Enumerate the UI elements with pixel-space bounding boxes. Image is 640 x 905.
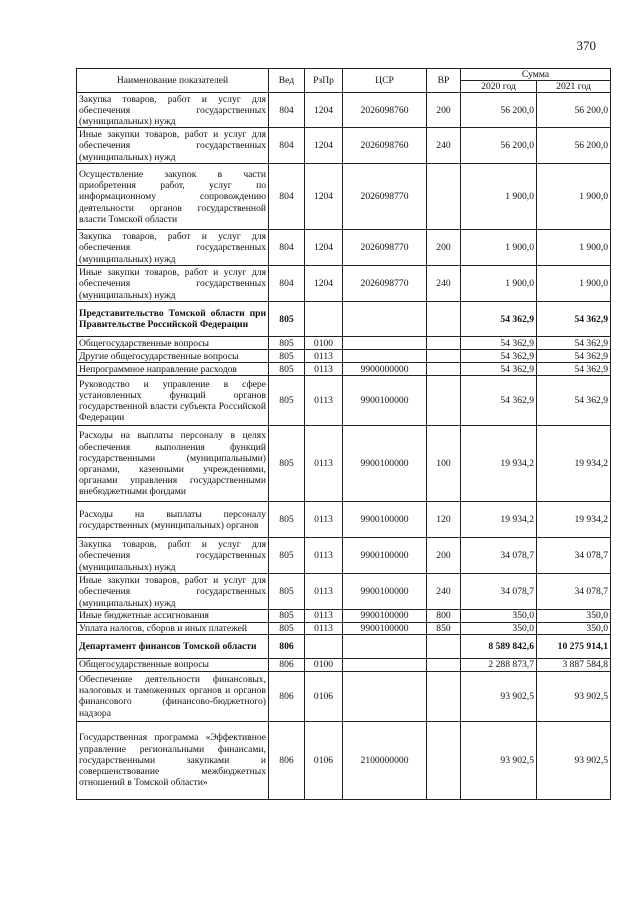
row-name-cell: Иные закупки товаров, работ и услуг для обеспечения государственных (муниципальных) нужд bbox=[77, 128, 269, 164]
row-sum-2021-cell: 54 362,9 bbox=[537, 363, 611, 376]
row-rzpr-cell: 0113 bbox=[305, 376, 343, 426]
row-sum-2021-cell: 56 200,0 bbox=[537, 128, 611, 164]
row-ved-cell: 805 bbox=[269, 622, 305, 634]
row-ved-cell: 806 bbox=[269, 658, 305, 671]
page-number: 370 bbox=[576, 38, 596, 53]
row-sum-2020-cell: 54 362,9 bbox=[461, 363, 537, 376]
row-sum-2020-cell: 2 288 873,7 bbox=[461, 658, 537, 671]
row-sum-2020-cell: 34 078,7 bbox=[461, 574, 537, 610]
table-row bbox=[77, 634, 611, 658]
row-rzpr-cell: 0113 bbox=[305, 350, 343, 363]
row-sum-2021-cell: 1 900,0 bbox=[537, 164, 611, 230]
row-ved-cell: 805 bbox=[269, 302, 305, 337]
row-sum-2021-cell: 54 362,9 bbox=[537, 376, 611, 426]
row-name-cell: Непрограммное направление расходов bbox=[77, 363, 269, 376]
row-vr-cell: 240 bbox=[427, 128, 461, 164]
header-year-2021: 2021 год bbox=[537, 81, 611, 93]
row-name-cell: Общегосударственные вопросы bbox=[77, 337, 269, 350]
table-row bbox=[77, 622, 611, 634]
row-sum-2021-cell: 34 078,7 bbox=[537, 538, 611, 574]
header-ved: Вед bbox=[269, 69, 305, 93]
row-sum-2020-cell: 34 078,7 bbox=[461, 538, 537, 574]
row-csr-cell: 9900100000 bbox=[343, 538, 427, 574]
row-rzpr-cell: 1204 bbox=[305, 266, 343, 302]
row-sum-2021-cell: 93 902,5 bbox=[537, 671, 611, 721]
row-ved-cell: 805 bbox=[269, 363, 305, 376]
row-ved-cell: 805 bbox=[269, 426, 305, 502]
row-sum-2021-cell: 54 362,9 bbox=[537, 350, 611, 363]
row-vr-cell: 100 bbox=[427, 426, 461, 502]
row-ved-cell: 804 bbox=[269, 230, 305, 266]
row-csr-cell: 9900100000 bbox=[343, 574, 427, 610]
table-row bbox=[77, 610, 611, 622]
header-vr: ВР bbox=[427, 69, 461, 93]
row-sum-2021-cell: 56 200,0 bbox=[537, 93, 611, 128]
table-row bbox=[77, 671, 611, 721]
row-sum-2020-cell: 1 900,0 bbox=[461, 164, 537, 230]
row-sum-2020-cell: 350,0 bbox=[461, 622, 537, 634]
row-sum-2020-cell: 1 900,0 bbox=[461, 230, 537, 266]
row-name-cell: Другие общегосударственные вопросы bbox=[77, 350, 269, 363]
row-ved-cell: 805 bbox=[269, 538, 305, 574]
row-ved-cell: 806 bbox=[269, 634, 305, 658]
row-sum-2020-cell: 19 934,2 bbox=[461, 426, 537, 502]
row-ved-cell: 805 bbox=[269, 502, 305, 538]
row-vr-cell bbox=[427, 376, 461, 426]
row-ved-cell: 805 bbox=[269, 376, 305, 426]
row-sum-2021-cell: 1 900,0 bbox=[537, 230, 611, 266]
table-row bbox=[77, 502, 611, 538]
row-sum-2020-cell: 1 900,0 bbox=[461, 266, 537, 302]
row-ved-cell: 804 bbox=[269, 128, 305, 164]
row-sum-2021-cell: 350,0 bbox=[537, 622, 611, 634]
row-rzpr-cell: 0113 bbox=[305, 574, 343, 610]
row-csr-cell: 2026098760 bbox=[343, 93, 427, 128]
row-csr-cell: 2026098770 bbox=[343, 230, 427, 266]
row-name-cell: Общегосударственные вопросы bbox=[77, 658, 269, 671]
row-csr-cell: 2026098770 bbox=[343, 164, 427, 230]
row-sum-2020-cell: 56 200,0 bbox=[461, 128, 537, 164]
row-sum-2020-cell: 93 902,5 bbox=[461, 671, 537, 721]
row-csr-cell: 9900000000 bbox=[343, 363, 427, 376]
row-name-cell: Закупка товаров, работ и услуг для обеспечения государственных (муниципальных) нужд bbox=[77, 230, 269, 266]
row-vr-cell bbox=[427, 164, 461, 230]
budget-table bbox=[76, 68, 611, 800]
row-ved-cell: 804 bbox=[269, 93, 305, 128]
row-vr-cell bbox=[427, 671, 461, 721]
row-csr-cell bbox=[343, 337, 427, 350]
row-ved-cell: 806 bbox=[269, 671, 305, 721]
header-sum: Сумма bbox=[461, 69, 611, 81]
row-name-cell: Руководство и управление в сфере установленных функций органов государственной власти субъекта Российской Федерации bbox=[77, 376, 269, 426]
row-name-cell: Представительство Томской области при Правительстве Российской Федерации bbox=[77, 302, 269, 337]
row-csr-cell bbox=[343, 671, 427, 721]
row-sum-2021-cell: 350,0 bbox=[537, 610, 611, 622]
row-name-cell: Обеспечение деятельности финансовых, налоговых и таможенных органов и органов финансового (финансово-бюджетного) надзора bbox=[77, 671, 269, 721]
row-csr-cell bbox=[343, 350, 427, 363]
row-vr-cell: 800 bbox=[427, 610, 461, 622]
row-name-cell: Иные бюджетные ассигнования bbox=[77, 610, 269, 622]
row-rzpr-cell: 0106 bbox=[305, 671, 343, 721]
row-ved-cell: 804 bbox=[269, 164, 305, 230]
row-csr-cell: 9900100000 bbox=[343, 376, 427, 426]
row-vr-cell: 850 bbox=[427, 622, 461, 634]
row-sum-2020-cell: 8 589 842,6 bbox=[461, 634, 537, 658]
table-row bbox=[77, 574, 611, 610]
row-csr-cell bbox=[343, 302, 427, 337]
row-rzpr-cell: 0113 bbox=[305, 538, 343, 574]
row-vr-cell: 240 bbox=[427, 266, 461, 302]
row-vr-cell bbox=[427, 350, 461, 363]
header-name: Наименование показателей bbox=[77, 69, 269, 93]
row-ved-cell: 805 bbox=[269, 350, 305, 363]
row-name-cell: Департамент финансов Томской области bbox=[77, 634, 269, 658]
row-name-cell: Уплата налогов, сборов и иных платежей bbox=[77, 622, 269, 634]
row-rzpr-cell: 1204 bbox=[305, 164, 343, 230]
row-name-cell: Расходы на выплаты персоналу в целях обеспечения выполнения функций государственными (муниципальными) органами, казенными учреждениями, органами управления государственными внебюджетными фондами bbox=[77, 426, 269, 502]
row-sum-2021-cell: 93 902,5 bbox=[537, 721, 611, 799]
row-vr-cell: 200 bbox=[427, 230, 461, 266]
table-row bbox=[77, 266, 611, 302]
table-row bbox=[77, 363, 611, 376]
row-rzpr-cell: 0100 bbox=[305, 337, 343, 350]
row-csr-cell: 2100000000 bbox=[343, 721, 427, 799]
row-name-cell: Закупка товаров, работ и услуг для обеспечения государственных (муниципальных) нужд bbox=[77, 538, 269, 574]
table-row bbox=[77, 376, 611, 426]
row-ved-cell: 806 bbox=[269, 721, 305, 799]
row-rzpr-cell: 0113 bbox=[305, 622, 343, 634]
table-row bbox=[77, 426, 611, 502]
row-csr-cell: 2026098770 bbox=[343, 266, 427, 302]
row-sum-2021-cell: 10 275 914,1 bbox=[537, 634, 611, 658]
row-sum-2020-cell: 56 200,0 bbox=[461, 93, 537, 128]
row-ved-cell: 805 bbox=[269, 574, 305, 610]
row-csr-cell: 9900100000 bbox=[343, 610, 427, 622]
row-csr-cell bbox=[343, 658, 427, 671]
row-sum-2021-cell: 54 362,9 bbox=[537, 302, 611, 337]
row-ved-cell: 804 bbox=[269, 266, 305, 302]
row-rzpr-cell: 0106 bbox=[305, 721, 343, 799]
row-sum-2020-cell: 54 362,9 bbox=[461, 337, 537, 350]
row-sum-2020-cell: 19 934,2 bbox=[461, 502, 537, 538]
row-csr-cell: 9900100000 bbox=[343, 622, 427, 634]
table-row bbox=[77, 337, 611, 350]
table-row bbox=[77, 128, 611, 164]
row-sum-2020-cell: 93 902,5 bbox=[461, 721, 537, 799]
row-vr-cell bbox=[427, 634, 461, 658]
row-sum-2021-cell: 1 900,0 bbox=[537, 266, 611, 302]
row-name-cell: Государственная программа «Эффективное управление региональными финансами, государственными закупками и совершенствование межбюджетных отношений в Томской области» bbox=[77, 721, 269, 799]
table-row bbox=[77, 350, 611, 363]
row-rzpr-cell: 0113 bbox=[305, 610, 343, 622]
row-rzpr-cell bbox=[305, 302, 343, 337]
header-year-2020: 2020 год bbox=[461, 81, 537, 93]
table-row bbox=[77, 93, 611, 128]
row-sum-2021-cell: 34 078,7 bbox=[537, 574, 611, 610]
row-name-cell: Закупка товаров, работ и услуг для обеспечения государственных (муниципальных) нужд bbox=[77, 93, 269, 128]
row-vr-cell bbox=[427, 337, 461, 350]
table-row bbox=[77, 230, 611, 266]
row-sum-2020-cell: 350,0 bbox=[461, 610, 537, 622]
table-body bbox=[77, 93, 611, 799]
row-csr-cell: 9900100000 bbox=[343, 502, 427, 538]
row-sum-2021-cell: 19 934,2 bbox=[537, 502, 611, 538]
table-row bbox=[77, 164, 611, 230]
row-csr-cell bbox=[343, 634, 427, 658]
row-name-cell: Иные закупки товаров, работ и услуг для обеспечения государственных (муниципальных) нужд bbox=[77, 266, 269, 302]
table-row bbox=[77, 721, 611, 799]
row-rzpr-cell: 0113 bbox=[305, 502, 343, 538]
row-sum-2021-cell: 54 362,9 bbox=[537, 337, 611, 350]
row-vr-cell: 200 bbox=[427, 538, 461, 574]
row-vr-cell: 240 bbox=[427, 574, 461, 610]
row-rzpr-cell: 1204 bbox=[305, 128, 343, 164]
row-rzpr-cell: 1204 bbox=[305, 230, 343, 266]
row-rzpr-cell: 0113 bbox=[305, 363, 343, 376]
row-csr-cell: 2026098760 bbox=[343, 128, 427, 164]
row-sum-2021-cell: 3 887 584,8 bbox=[537, 658, 611, 671]
row-rzpr-cell: 0113 bbox=[305, 426, 343, 502]
row-ved-cell: 805 bbox=[269, 337, 305, 350]
row-sum-2021-cell: 19 934,2 bbox=[537, 426, 611, 502]
row-name-cell: Осуществление закупок в части приобретения работ, услуг по информационному сопровождению деятельности органов государственной власти Томской области bbox=[77, 164, 269, 230]
row-vr-cell: 200 bbox=[427, 93, 461, 128]
row-rzpr-cell: 1204 bbox=[305, 93, 343, 128]
row-name-cell: Иные закупки товаров, работ и услуг для обеспечения государственных (муниципальных) нужд bbox=[77, 574, 269, 610]
row-csr-cell: 9900100000 bbox=[343, 426, 427, 502]
table-header bbox=[77, 69, 611, 93]
row-vr-cell bbox=[427, 721, 461, 799]
row-vr-cell bbox=[427, 658, 461, 671]
row-name-cell: Расходы на выплаты персоналу государственных (муниципальных) органов bbox=[77, 502, 269, 538]
table-row bbox=[77, 538, 611, 574]
table-row bbox=[77, 658, 611, 671]
header-rzpr: РзПр bbox=[305, 69, 343, 93]
row-sum-2020-cell: 54 362,9 bbox=[461, 302, 537, 337]
header-csr: ЦСР bbox=[343, 69, 427, 93]
row-vr-cell bbox=[427, 302, 461, 337]
row-rzpr-cell: 0100 bbox=[305, 658, 343, 671]
row-ved-cell: 805 bbox=[269, 610, 305, 622]
table-row bbox=[77, 302, 611, 337]
row-sum-2020-cell: 54 362,9 bbox=[461, 350, 537, 363]
row-rzpr-cell bbox=[305, 634, 343, 658]
row-vr-cell bbox=[427, 363, 461, 376]
row-sum-2020-cell: 54 362,9 bbox=[461, 376, 537, 426]
row-vr-cell: 120 bbox=[427, 502, 461, 538]
